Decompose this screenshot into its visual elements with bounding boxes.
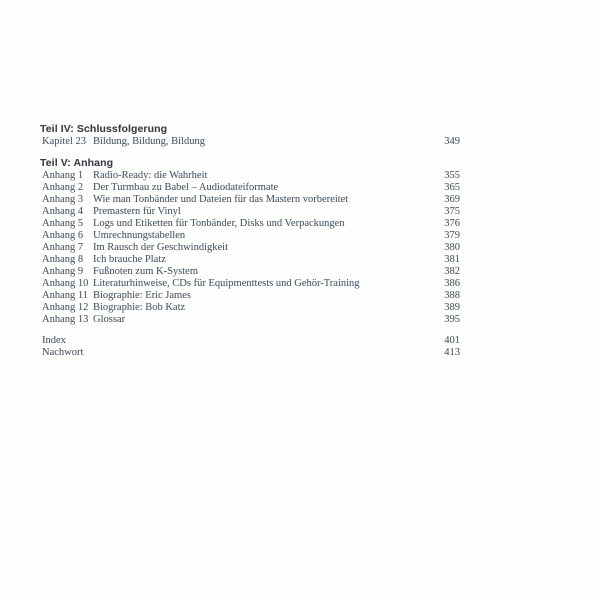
entry-title: Literaturhinweise, CDs für Equipmenttests und Gehör-Training: [93, 278, 360, 289]
entry-title: Glossar: [93, 314, 126, 325]
entry-page-number: 365: [444, 182, 460, 193]
toc-sections: [40, 123, 460, 326]
entry-label: Anhang 12: [42, 302, 89, 313]
entry-label: Nachwort: [42, 347, 84, 358]
section-heading: Teil IV: Schlussfolgerung: [40, 123, 168, 135]
toc-footer-entries: [40, 335, 460, 359]
entry-page-number: 349: [444, 136, 460, 147]
entry-title: Bildung, Bildung, Bildung: [93, 136, 206, 147]
entry-page-number: 369: [444, 194, 460, 205]
table-of-contents: [40, 123, 460, 359]
entry-page-number: 375: [444, 206, 460, 217]
entry-page-number: 381: [444, 254, 460, 265]
entry-label: Anhang 7: [42, 242, 84, 253]
toc-entry-row: [40, 194, 460, 206]
entry-page-number: 380: [444, 242, 460, 253]
entry-title: Wie man Tonbänder und Dateien für das Mastern vorbereitet: [93, 194, 349, 205]
entry-page-number: 382: [444, 266, 460, 277]
entry-label: Anhang 8: [42, 254, 84, 265]
toc-entry-row: [40, 290, 460, 302]
entry-label: Kapitel 23: [42, 136, 87, 147]
toc-entry-row: [40, 335, 460, 347]
entry-label: Anhang 3: [42, 194, 84, 205]
entry-label: Anhang 4: [42, 206, 84, 217]
entry-label: Anhang 6: [42, 230, 84, 241]
entry-page-number: 389: [444, 302, 460, 313]
toc-entry-row: [40, 254, 460, 266]
toc-entry-row: [40, 278, 460, 290]
entry-label: Anhang 13: [42, 314, 89, 325]
section-entries: [40, 170, 460, 326]
entry-title: Fußnoten zum K-System: [93, 266, 198, 277]
entry-title: Biographie: Eric James: [93, 290, 191, 301]
toc-entry-row: [40, 314, 460, 326]
entry-label: Anhang 5: [42, 218, 84, 229]
entry-title: Umrechnungstabellen: [93, 230, 186, 241]
entry-label: Anhang 10: [42, 278, 89, 289]
toc-entry-row: [40, 170, 460, 182]
entry-page-number: 379: [444, 230, 460, 241]
entry-page-number: 401: [444, 335, 460, 346]
entry-page-number: 376: [444, 218, 460, 229]
entry-page-number: 355: [444, 170, 460, 181]
entry-title: Premastern für Vinyl: [93, 206, 181, 217]
toc-entry-row: [40, 347, 460, 359]
section-heading: Teil V: Anhang: [40, 157, 114, 169]
toc-entry-row: [40, 266, 460, 278]
entry-title: Radio-Ready: die Wahrheit: [93, 170, 208, 181]
toc-entry-row: [40, 230, 460, 242]
toc-entry-row: [40, 242, 460, 254]
toc-entry-row: [40, 136, 460, 148]
entry-title: Im Rausch der Geschwindigkeit: [93, 242, 229, 253]
entry-title: Biographie: Bob Katz: [93, 302, 186, 313]
entry-title: Der Turmbau zu Babel – Audiodateiformate: [93, 182, 279, 193]
entry-label: Anhang 9: [42, 266, 84, 277]
entry-title: Ich brauche Platz: [93, 254, 166, 265]
toc-section: [40, 157, 460, 326]
toc-entry-row: [40, 218, 460, 230]
entry-page-number: 388: [444, 290, 460, 301]
entry-label: Index: [42, 335, 66, 346]
entry-label: Anhang 1: [42, 170, 84, 181]
toc-entry-row: [40, 182, 460, 194]
toc-entry-row: [40, 302, 460, 314]
toc-entry-row: [40, 206, 460, 218]
entry-page-number: 395: [444, 314, 460, 325]
section-entries: [40, 136, 460, 148]
entry-page-number: 413: [444, 347, 460, 358]
entry-title: Logs und Etiketten für Tonbänder, Disks und Verpackungen: [93, 218, 345, 229]
entry-label: Anhang 2: [42, 182, 84, 193]
toc-section: [40, 123, 460, 148]
entry-label: Anhang 11: [42, 290, 88, 301]
entry-page-number: 386: [444, 278, 460, 289]
